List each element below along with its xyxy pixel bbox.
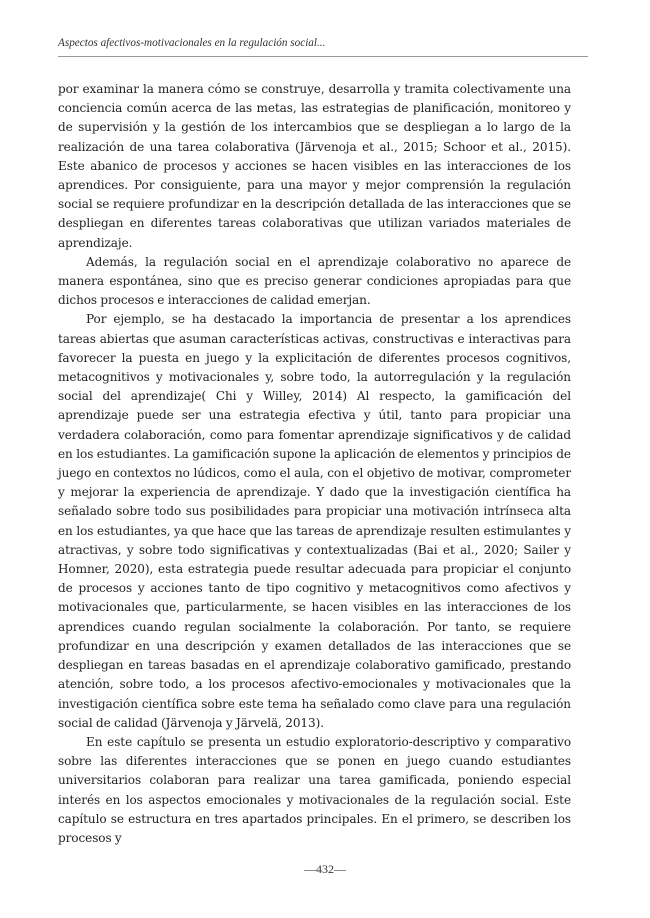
page-number: —432— <box>304 862 346 876</box>
running-head: Aspectos afectivos-motivacionales en la regulación social... <box>58 37 326 49</box>
header-rule <box>58 56 588 57</box>
paragraph-continued: por examinar la manera cómo se construye, desarrolla y tramita colectivamente una conciencia común acerca de las metas, las estrategias de planificación, monitoreo y de supervisión y la gestión de los intercambios que se despliegan a lo largo de la realización de una tarea colaborativa (Järvenoja et al., 2015; Schoor et al., 2015). Este abanico de procesos y acciones se hacen visibles en las interacciones de los aprendices. Por consiguiente, para una mayor y mejor comprensión la regulación social se requiere profundizar en la descripción detallada de las interacciones que se despliegan en diferentes tareas colaborativas que utilizan variados materiales de aprendizaje. <box>58 82 571 250</box>
paragraph: En este capítulo se presenta un estudio exploratorio-descriptivo y comparativo sobre las diferentes interacciones que se ponen en juego cuando estudiantes universitarios colaboran para realizar una tarea gamificada, poniendo especial interés en los aspectos emocionales y motivacionales de la regulación social. Este capítulo se estructura en tres apartados principales. En el primero, se describen los procesos y <box>58 734 571 845</box>
paragraph: Por ejemplo, se ha destacado la importancia de presentar a los aprendices tareas abiertas que asuman características activas, constructivas e interactivas para favorecer la puesta en juego y la explicitación de diferentes procesos cognitivos, metacognitivos y motivacionales y, sobre todo, la autorregulación y la regulación social del aprendizaje( Chi y Willey, 2014) Al respecto, la gamificación del aprendizaje puede ser una estrategia efectiva y útil, tanto para propiciar una verdadera colaboración, como para fomentar aprendizaje significativos y de calidad en los estudiantes. La gamificación supone la aplicación de elementos y principios de juego en contextos no lúdicos, como el aula, con el objetivo de motivar, comprometer y mejorar la experiencia de aprendizaje. Y dado que la investigación científica ha señalado sobre todo sus posibilidades para propiciar una motivación intrínseca alta en los estudiantes, ya que hace que las tareas de aprendizaje resulten estimulantes y atractivas, y sobre todo significativas y contextualizadas (Bai et al., 2020; Sailer y Homner, 2020), esta estrategia puede resultar adecuada para propiciar el conjunto de procesos y acciones tanto de tipo cognitivo y metacognitivos como afectivos y motivacionales que, particularmente, se hacen visibles en las interacciones de los aprendices cuando regulan socialmente la colaboración. Por tanto, se requiere profundizar en una descripción y examen detallados de las interacciones que se despliegan en tareas basadas en el aprendizaje colaborativo gamificado, prestando atención, sobre todo, a los procesos afectivo-emocionales y motivacionales que la investigación científica sobre este tema ha señalado como clave para una regulación social de calidad (Järvenoja y Järvelä, 2013). <box>58 312 571 730</box>
paragraph: Además, la regulación social en el aprendizaje colaborativo no aparece de manera espontánea, sino que es preciso generar condiciones apropiadas para que dichos procesos e interacciones de calidad emerjan. <box>58 254 571 308</box>
body-text <box>58 80 571 848</box>
